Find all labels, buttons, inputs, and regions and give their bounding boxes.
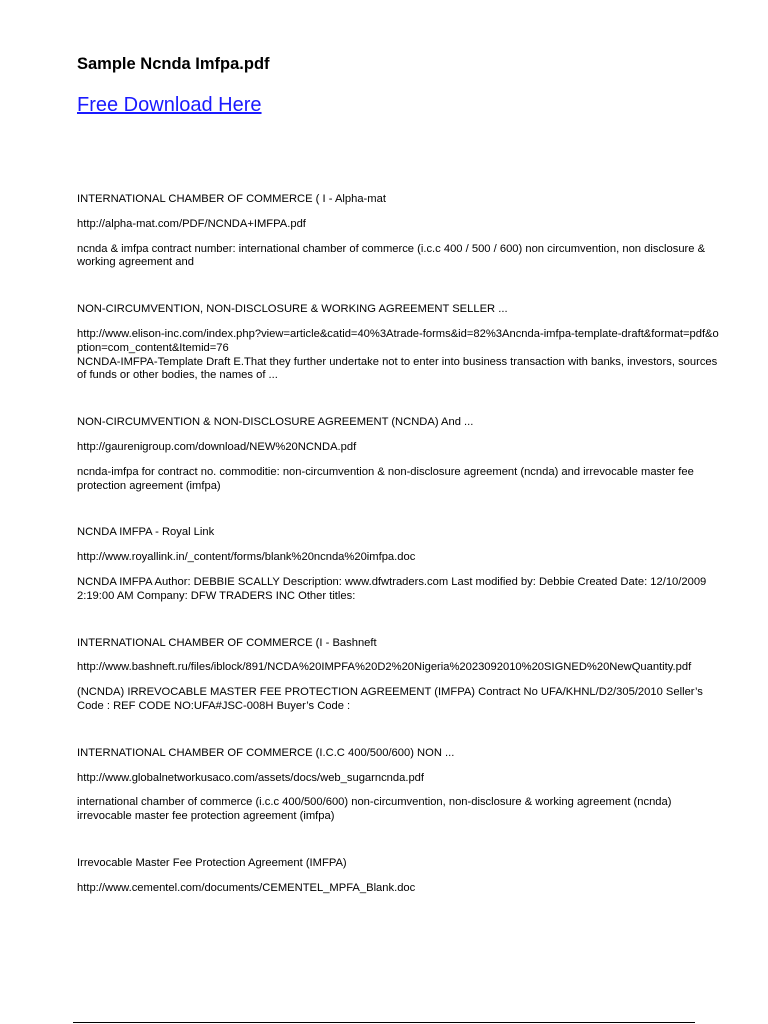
result-item <box>77 416 722 493</box>
result-title: INTERNATIONAL CHAMBER OF COMMERCE (I.C.C 400/500/600) NON ... <box>77 746 455 759</box>
result-item <box>77 303 722 383</box>
result-description: ncnda & imfpa contract number: international chamber of commerce (i.c.c 400 / 500 / 600) non circumvention, non disclosure & working agreement and <box>77 242 706 269</box>
result-description: (NCNDA) IRREVOCABLE MASTER FEE PROTECTION AGREEMENT (IMFPA) Contract No UFA/KHNL/D2/305/2010 Seller’s Code : REF CODE NO:UFA#JSC-008H Buyer’s Code : <box>77 686 703 712</box>
result-description: international chamber of commerce (i.c.c 400/500/600) non-circumvention, non-disclosure & working agreement (ncnda) irrevocable master fee protection agreement (imfpa) <box>77 796 672 823</box>
result-item <box>77 526 722 603</box>
result-url[interactable]: http://alpha-mat.com/PDF/NCNDA+IMFPA.pdf <box>77 217 306 230</box>
footer-divider <box>73 1022 695 1023</box>
result-url[interactable]: http://www.globalnetworkusaco.com/assets/docs/web_sugarncnda.pdf <box>77 771 425 784</box>
result-description: ncnda-imfpa for contract no. commoditie: non-circumvention & non-disclosure agreement (ncnda) and irrevocable master fee protection agreement (imfpa) <box>77 465 694 492</box>
result-item <box>77 857 722 896</box>
result-item <box>77 193 722 270</box>
result-title: NON-CIRCUMVENTION, NON-DISCLOSURE & WORKING AGREEMENT SELLER ... <box>77 303 508 316</box>
result-title: INTERNATIONAL CHAMBER OF COMMERCE (I - Bashneft <box>77 636 377 649</box>
result-url[interactable]: http://www.cementel.com/documents/CEMENTEL_MPFA_Blank.doc <box>77 881 416 894</box>
result-title: INTERNATIONAL CHAMBER OF COMMERCE ( I - Alpha-mat <box>77 193 386 205</box>
result-url[interactable]: http://www.bashneft.ru/files/iblock/891/NCDA%20IMPFA%20D2%20Nigeria%2023092010%20SIGNED%20NewQuantity.pdf <box>77 661 692 674</box>
free-download-link[interactable]: Free Download Here <box>77 94 262 116</box>
result-title: NCNDA IMFPA - Royal Link <box>77 526 215 539</box>
result-url[interactable]: http://www.elison-inc.com/index.php?view=article&catid=40%3Atrade-forms&id=82%3Ancnda-imfpa-template-draft&format=pdf&option=com_content&Itemid=76 <box>77 327 719 354</box>
results-list <box>77 193 722 907</box>
result-description: NCNDA-IMFPA-Template Draft E.That they further undertake not to enter into business transaction with banks, investors, sources of funds or other bodies, the names of ... <box>77 355 718 382</box>
result-title: NON-CIRCUMVENTION & NON-DISCLOSURE AGREEMENT (NCNDA) And ... <box>77 416 474 429</box>
result-description: NCNDA IMFPA Author: DEBBIE SCALLY Description: www.dfwtraders.com Last modified by: Debbie Created Date: 12/10/2009 2:19:00 AM Company: DFW TRADERS INC Other titles: <box>77 575 707 602</box>
result-item <box>77 747 722 824</box>
result-item <box>77 637 722 714</box>
page-title: Sample Ncnda Imfpa.pdf <box>77 55 270 73</box>
result-title: Irrevocable Master Fee Protection Agreement (IMFPA) <box>77 856 347 869</box>
result-url[interactable]: http://gaurenigroup.com/download/NEW%20NCNDA.pdf <box>77 440 357 453</box>
result-url[interactable]: http://www.royallink.in/_content/forms/blank%20ncnda%20imfpa.doc <box>77 551 416 564</box>
